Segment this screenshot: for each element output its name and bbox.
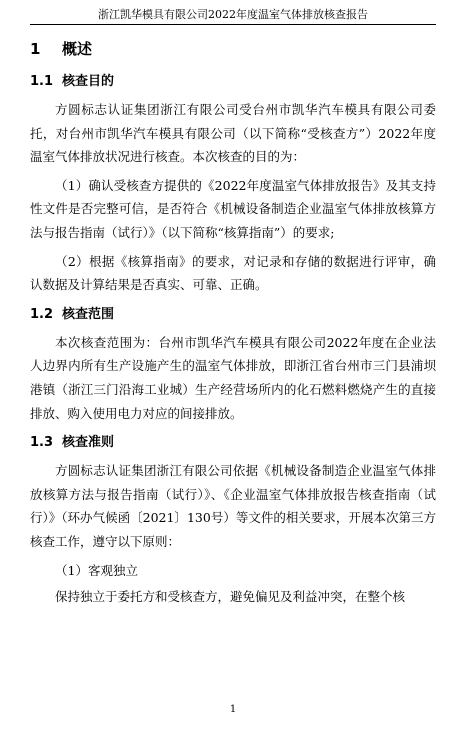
paragraph-principle-1-text: 保持独立于委托方和受核查方，避免偏见及利益冲突，在整个核: [55, 589, 406, 605]
section-number: 1.1: [30, 74, 54, 89]
paragraph-purpose-item-2: （2）根据《核算指南》的要求，对记录和存储的数据进行评审，确认数据及计算结果是否真实、可靠、正确。: [30, 253, 436, 293]
section-number: 1: [30, 40, 41, 58]
paragraph-principle-1: （1）客观独立: [55, 562, 138, 578]
paragraph-scope: 本次核查范围为：台州市凯华汽车模具有限公司2022年度在企业法人边界内所有生产设施产生的温室气体排放，即浙江省台州市三门县浦坝港镇（浙江三门沿海工业城）生产经营场所内的化石燃料燃烧产生的直接排放、购入使用电力对应的间接排放。: [30, 334, 436, 421]
section-title: 核查目的: [62, 74, 115, 89]
page-header: 浙江凯华模具有限公司2022年度温室气体排放核查报告: [98, 8, 368, 21]
section-title: 概述: [62, 40, 93, 58]
section-title: 核查范围: [62, 306, 115, 322]
section-heading-1-2: [30, 305, 436, 325]
paragraph-purpose-intro: 方圆标志认证集团浙江有限公司受台州市凯华汽车模具有限公司委托，对台州市凯华汽车模具有限公司（以下简称“受核查方”）2022年度温室气体排放状况进行核查。本次核查的目的为：: [30, 102, 436, 165]
header-divider: [30, 24, 436, 25]
document-body: [30, 38, 436, 612]
page-number: 1: [229, 704, 237, 715]
section-title: 核查准则: [62, 435, 115, 451]
section-heading-1-1: [30, 72, 436, 92]
section-number: 1.3: [30, 435, 54, 451]
section-number: 1.2: [30, 306, 54, 322]
section-heading-1: [30, 38, 436, 60]
paragraph-criteria: 方圆标志认证集团浙江有限公司依据《机械设备制造企业温室气体排放核算方法与报告指南（试行）》、《企业温室气体排放报告核查指南（试行）》（环办气候函〔2021〕130号）等文件的相关要求，开展本次第三方核查工作，遵守以下原则：: [30, 463, 436, 549]
section-heading-1-3: [30, 433, 436, 453]
paragraph-purpose-item-1: （1）确认受核查方提供的《2022年度温室气体排放报告》及其支持性文件是否完整可信，是否符合《机械设备制造企业温室气体排放核算方法与报告指南（试行）》（以下简称“核算指南”）的要求;: [30, 177, 436, 240]
